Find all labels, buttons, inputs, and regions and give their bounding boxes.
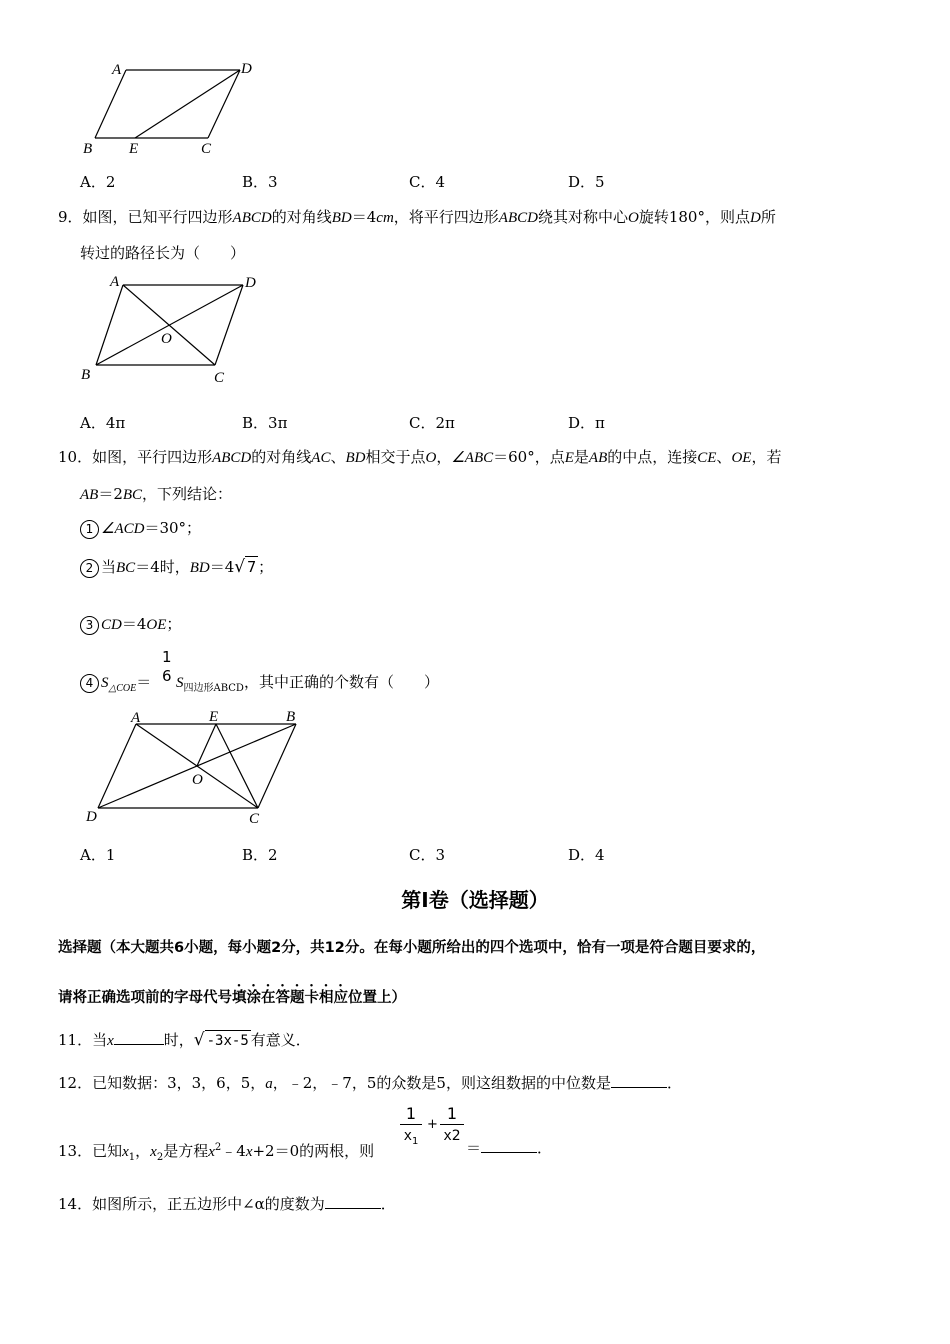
q9-option-a[interactable]: A．4π	[80, 414, 126, 432]
q10-fraction: 1 6	[162, 648, 172, 685]
q10-statement-1: 1 ∠ACD＝30°；	[80, 518, 201, 539]
q8-option-a[interactable]: A．2	[80, 173, 116, 191]
q10-stem-line2: AB＝2BC，下列结论：	[80, 485, 233, 503]
q10-stem-line1: 10．如图，平行四边形ABCD的对角线AC、BD相交于点O，∠ABC＝60°，点E是AB的中点，连接CE、OE，若	[58, 448, 782, 466]
q9-stem-line2: 转过的路径长为（ ）	[80, 244, 246, 262]
label-D: D	[241, 61, 252, 77]
q10-option-c[interactable]: C．3	[409, 846, 446, 864]
q9-option-c[interactable]: C．2π	[409, 414, 455, 432]
q10-option-a[interactable]: A．1	[80, 846, 116, 864]
q9-stem-line1: 9．如图，已知平行四边形ABCD的对角线BD＝4cm，将平行四边形ABCD绕其对称中心O旋转180°，则点D所	[58, 208, 776, 226]
label-C: C	[201, 141, 212, 157]
label-E: E	[209, 709, 219, 725]
q13-plus: +	[427, 1117, 438, 1132]
q14: 14．如图所示，正五边形中∠α的度数为 ．	[58, 1195, 396, 1213]
q10-option-b[interactable]: B．2	[242, 846, 278, 864]
q13-fraction-1: 1 $x_1$	[400, 1104, 422, 1152]
q9-option-d[interactable]: D．π	[568, 414, 605, 432]
label-C: C	[249, 811, 260, 827]
q14-answer-blank[interactable]	[325, 1194, 381, 1209]
label-B: B	[286, 709, 296, 725]
q10-figure	[80, 703, 320, 828]
q8-option-d[interactable]: D．5	[568, 173, 605, 191]
q11: 11．当x 时，√ -3x-5 有意义．	[58, 1030, 311, 1050]
label-O: O	[192, 772, 203, 788]
q12-answer-blank[interactable]	[611, 1073, 667, 1088]
label-A: A	[110, 274, 120, 290]
label-A: A	[112, 62, 122, 78]
q13: 13．已知$x_1$，$x_2$是方程$x^2﹣4x+2=0$的两根，则	[58, 1142, 375, 1163]
label-A: A	[131, 710, 141, 726]
label-B: B	[81, 367, 91, 383]
q8-figure	[80, 55, 270, 160]
section-title: 第Ⅰ卷（选择题）	[401, 888, 549, 912]
q8-option-c[interactable]: C．4	[409, 173, 446, 191]
q10-statement-4: 4 $S_{\triangle COE}=$	[80, 672, 151, 699]
section-instructions-line2: 请将正确选项前的字母代号填涂在答题卡相应位置上）	[58, 990, 406, 1006]
label-D: D	[245, 275, 256, 291]
section-instructions-line1: 选择题（本大题共6小题，每小题2分，共12分。在每小题所给出的四个选项中，恰有一项是符合题目要求的，	[58, 940, 766, 956]
label-D: D	[86, 809, 97, 825]
q12: 12．已知数据：3，3，6，5，a，﹣2，﹣7，5的众数是5，则这组数据的中位数是 ．	[58, 1074, 682, 1092]
label-O: O	[161, 331, 172, 347]
q10-statement-2: 2 当BC＝4时，BD＝4√ 7 ；	[80, 556, 273, 578]
q13-answer: ＝ ．	[466, 1139, 553, 1157]
q9-option-b[interactable]: B．3π	[242, 414, 288, 432]
q10-option-d[interactable]: D．4	[568, 846, 605, 864]
q11-answer-blank[interactable]	[114, 1030, 164, 1045]
q8-option-b[interactable]: B．3	[242, 173, 278, 191]
q13-answer-blank[interactable]	[481, 1138, 537, 1153]
label-B: B	[83, 141, 93, 157]
q10-statement-3: 3 CD＝4OE；	[80, 614, 181, 635]
q10-statement-4-rest: $S_{四边形ABCD}$，其中正确的个数有（ ）	[176, 673, 439, 694]
q9-figure	[78, 270, 278, 390]
label-C: C	[214, 370, 225, 386]
q13-fraction-2: 1 x2	[440, 1104, 464, 1146]
label-E: E	[129, 141, 139, 157]
